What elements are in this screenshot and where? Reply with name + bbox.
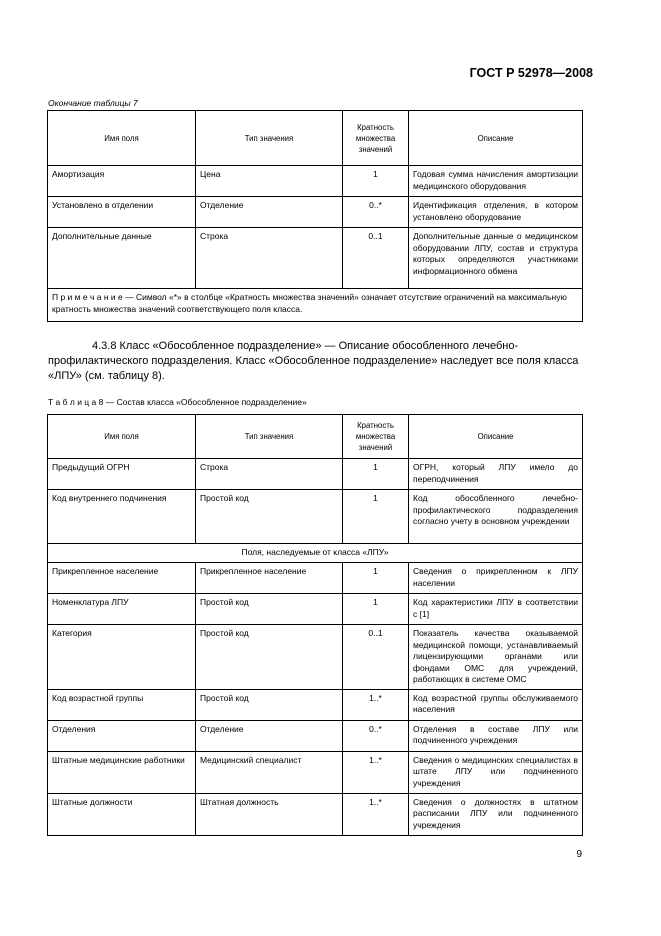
table-row xyxy=(48,490,583,544)
document-header: ГОСТ Р 52978—2008 xyxy=(469,66,593,80)
table-row xyxy=(48,197,583,228)
cell-multiplicity: 0..* xyxy=(343,197,409,228)
inherited-fields-row xyxy=(48,544,583,563)
cell-multiplicity: 1..* xyxy=(343,793,409,835)
table-row xyxy=(48,625,583,690)
table-row xyxy=(48,228,583,289)
table-header-row xyxy=(48,415,583,459)
table-row xyxy=(48,751,583,793)
cell-value-type: Отделение xyxy=(196,720,343,751)
table-header-row xyxy=(48,111,583,166)
cell-value-type: Строка xyxy=(196,459,343,490)
cell-description: Показатель качества оказываемой медицинской помощи, устанавливаемый лицензирующими органами или фондами ОМС для учреждений, работающих в системе ОМС xyxy=(409,625,583,690)
page-number: 9 xyxy=(576,849,582,860)
table-note: П р и м е ч а н и е — Символ «*» в столбце «Кратность множества значений» означает отсутствие ограничений на максимальную кратность множества значений соответствующего поля класса. xyxy=(48,289,583,322)
cell-multiplicity: 0..1 xyxy=(343,228,409,289)
cell-field-name: Отделения xyxy=(48,720,196,751)
cell-multiplicity: 1 xyxy=(343,490,409,544)
cell-description: ОГРН, который ЛПУ имело до переподчинения xyxy=(409,459,583,490)
cell-field-name: Предыдущий ОГРН xyxy=(48,459,196,490)
cell-value-type: Простой код xyxy=(196,689,343,720)
table-row xyxy=(48,166,583,197)
table-row xyxy=(48,689,583,720)
cell-value-type: Медицинский специалист xyxy=(196,751,343,793)
table7-caption: Окончание таблицы 7 xyxy=(48,98,138,108)
cell-value-type: Отделение xyxy=(196,197,343,228)
cell-field-name: Код возрастной группы xyxy=(48,689,196,720)
cell-field-name: Номенклатура ЛПУ xyxy=(48,594,196,625)
table-row xyxy=(48,563,583,594)
table-row xyxy=(48,793,583,835)
cell-field-name: Прикрепленное население xyxy=(48,563,196,594)
cell-value-type: Строка xyxy=(196,228,343,289)
table-row xyxy=(48,459,583,490)
header-value-type: Тип значения xyxy=(196,415,343,459)
cell-description: Дополнительные данные о медицинском оборудовании ЛПУ, состав и структура которых определяются участниками информационного обмена xyxy=(409,228,583,289)
cell-value-type: Прикрепленное население xyxy=(196,563,343,594)
inherited-fields-label: Поля, наследуемые от класса «ЛПУ» xyxy=(48,544,583,563)
cell-multiplicity: 0..1 xyxy=(343,625,409,690)
cell-description: Идентификация отделения, в котором установлено оборудование xyxy=(409,197,583,228)
cell-description: Сведения о прикрепленном к ЛПУ населении xyxy=(409,563,583,594)
header-field-name: Имя поля xyxy=(48,415,196,459)
cell-multiplicity: 1..* xyxy=(343,689,409,720)
cell-field-name: Штатные должности xyxy=(48,793,196,835)
cell-multiplicity: 1 xyxy=(343,563,409,594)
cell-field-name: Штатные медицинские работники xyxy=(48,751,196,793)
header-value-type: Тип значения xyxy=(196,111,343,166)
table-8 xyxy=(47,414,583,836)
cell-value-type: Штатная должность xyxy=(196,793,343,835)
header-description: Описание xyxy=(409,415,583,459)
header-multiplicity: Кратность множества значений xyxy=(343,111,409,166)
table-row xyxy=(48,720,583,751)
cell-multiplicity: 1 xyxy=(343,166,409,197)
cell-multiplicity: 1 xyxy=(343,594,409,625)
cell-field-name: Амортизация xyxy=(48,166,196,197)
section-4-3-8-paragraph: 4.3.8 Класс «Обособленное подразделение» — Описание обособленного лечебно-профилактического подразделения. Класс «Обособленное подразделение» наследует все поля класса «ЛПУ» (см. таблицу 8). xyxy=(48,340,579,382)
cell-field-name: Установлено в отделении xyxy=(48,197,196,228)
cell-field-name: Код внутреннего подчинения xyxy=(48,490,196,544)
table-7-continuation xyxy=(47,110,583,322)
cell-value-type: Простой код xyxy=(196,625,343,690)
cell-description: Код возрастной группы обслуживаемого населения xyxy=(409,689,583,720)
header-field-name: Имя поля xyxy=(48,111,196,166)
cell-value-type: Цена xyxy=(196,166,343,197)
cell-description: Код характеристики ЛПУ в соответствии с [1] xyxy=(409,594,583,625)
header-description: Описание xyxy=(409,111,583,166)
cell-description: Сведения о медицинских специалистах в штате ЛПУ или подчиненного учреждения xyxy=(409,751,583,793)
table-row xyxy=(48,594,583,625)
cell-multiplicity: 1..* xyxy=(343,751,409,793)
header-multiplicity: Кратность множества значений xyxy=(343,415,409,459)
cell-multiplicity: 0..* xyxy=(343,720,409,751)
cell-value-type: Простой код xyxy=(196,490,343,544)
cell-description: Отделения в составе ЛПУ или подчиненного учреждения xyxy=(409,720,583,751)
cell-field-name: Категория xyxy=(48,625,196,690)
table-note-row xyxy=(48,289,583,322)
table8-caption: Т а б л и ц а 8 — Состав класса «Обособленное подразделение» xyxy=(48,397,307,407)
cell-description: Сведения о должностях в штатном расписании ЛПУ или подчиненного учреждения xyxy=(409,793,583,835)
cell-description: Код обособленного лечебно-профилактического подразделения согласно учету в основном учреждении xyxy=(409,490,583,544)
cell-multiplicity: 1 xyxy=(343,459,409,490)
cell-description: Годовая сумма начисления амортизации медицинского оборудования xyxy=(409,166,583,197)
cell-field-name: Дополнительные данные xyxy=(48,228,196,289)
cell-value-type: Простой код xyxy=(196,594,343,625)
